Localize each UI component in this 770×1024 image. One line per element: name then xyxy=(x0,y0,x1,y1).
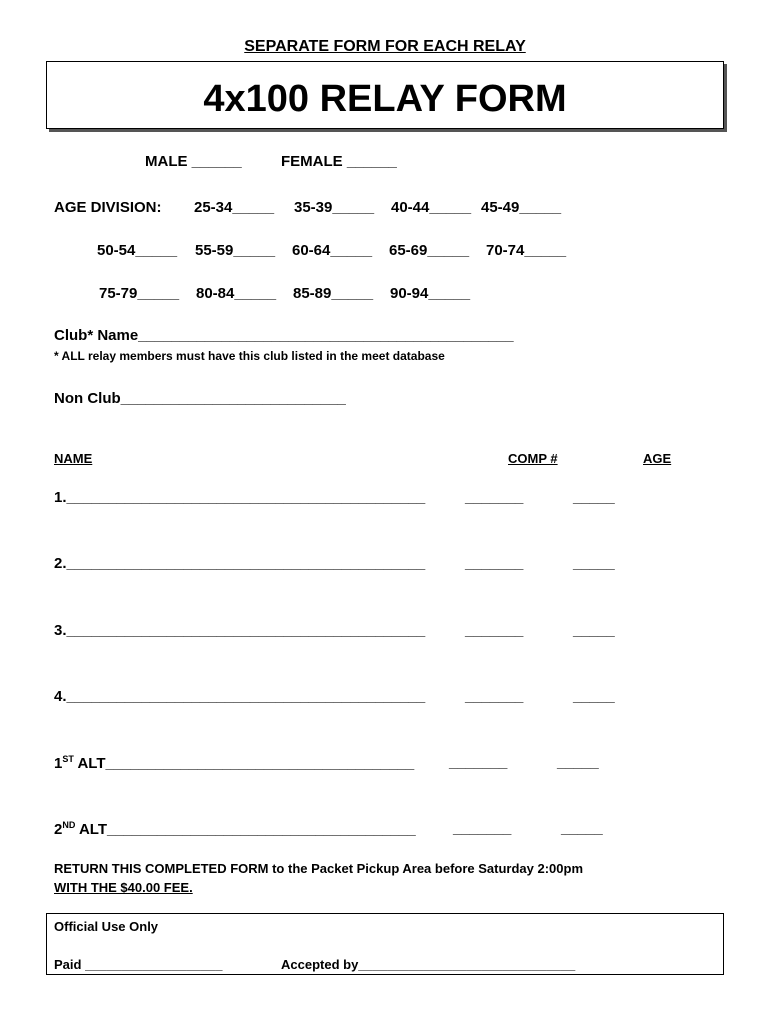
age-option[interactable]: 40-44_____ xyxy=(391,199,472,216)
return-instructions: RETURN THIS COMPLETED FORM to the Packet Pickup Area before Saturday 2:00pm xyxy=(54,861,584,876)
entry-age-field[interactable]: _____ xyxy=(573,688,615,705)
form-title: 4x100 RELAY FORM xyxy=(203,78,567,120)
entry-age-field[interactable]: _____ xyxy=(573,489,615,506)
entry-name-field[interactable]: 1.___________________________________________ xyxy=(54,489,426,506)
alternate-age-field[interactable]: _____ xyxy=(557,754,599,771)
second-alternate-field[interactable] xyxy=(54,820,416,838)
entry-name-field[interactable]: 4.___________________________________________ xyxy=(54,688,426,705)
age-division-label: AGE DIVISION: xyxy=(54,199,162,216)
age-option[interactable]: 85-89_____ xyxy=(293,285,374,302)
alternate-number: 2 xyxy=(54,821,63,838)
age-option[interactable]: 75-79_____ xyxy=(99,285,180,302)
age-option[interactable]: 35-39_____ xyxy=(294,199,375,216)
alternate-ordinal: ST xyxy=(62,754,74,764)
column-age-header: AGE xyxy=(643,451,672,466)
entry-age-field[interactable]: _____ xyxy=(573,555,615,572)
entry-comp-field[interactable]: _______ xyxy=(465,555,524,572)
column-name-header: NAME xyxy=(54,451,93,466)
entry-name-field[interactable]: 3.___________________________________________ xyxy=(54,622,426,639)
accepted-by-field[interactable]: Accepted by______________________________ xyxy=(281,957,576,972)
age-option[interactable]: 50-54_____ xyxy=(97,242,178,259)
club-name-field[interactable]: Club* Name_____________________________________________ xyxy=(54,327,514,344)
male-field[interactable]: MALE ______ xyxy=(145,153,242,170)
alternate-line: ALT_____________________________________ xyxy=(75,821,416,838)
age-option[interactable]: 45-49_____ xyxy=(481,199,562,216)
alternate-number: 1 xyxy=(54,755,63,772)
age-option[interactable]: 90-94_____ xyxy=(390,285,471,302)
fee-note: WITH THE $40.00 FEE. xyxy=(54,880,193,895)
female-field[interactable]: FEMALE ______ xyxy=(281,153,397,170)
age-option[interactable]: 60-64_____ xyxy=(292,242,373,259)
official-use-label: Official Use Only xyxy=(54,919,159,934)
alternate-comp-field[interactable]: _______ xyxy=(453,820,512,837)
alternate-comp-field[interactable]: _______ xyxy=(449,754,508,771)
age-option[interactable]: 65-69_____ xyxy=(389,242,470,259)
first-alternate-field[interactable] xyxy=(54,754,414,772)
entry-comp-field[interactable]: _______ xyxy=(465,489,524,506)
entry-comp-field[interactable]: _______ xyxy=(465,688,524,705)
non-club-field[interactable]: Non Club___________________________ xyxy=(54,390,346,407)
age-option[interactable]: 25-34_____ xyxy=(194,199,275,216)
age-option[interactable]: 70-74_____ xyxy=(486,242,567,259)
age-option[interactable]: 55-59_____ xyxy=(195,242,276,259)
alternate-line: ALT_____________________________________ xyxy=(73,755,415,772)
column-comp-header: COMP # xyxy=(508,451,558,466)
club-note: * ALL relay members must have this club listed in the meet database xyxy=(54,349,445,363)
separate-form-note: SEPARATE FORM FOR EACH RELAY xyxy=(244,38,526,55)
entry-name-field[interactable]: 2.___________________________________________ xyxy=(54,555,426,572)
entry-age-field[interactable]: _____ xyxy=(573,622,615,639)
alternate-ordinal: ND xyxy=(62,820,76,830)
age-option[interactable]: 80-84_____ xyxy=(196,285,277,302)
alternate-age-field[interactable]: _____ xyxy=(561,820,603,837)
paid-field[interactable]: Paid ___________________ xyxy=(54,957,223,972)
entry-comp-field[interactable]: _______ xyxy=(465,622,524,639)
